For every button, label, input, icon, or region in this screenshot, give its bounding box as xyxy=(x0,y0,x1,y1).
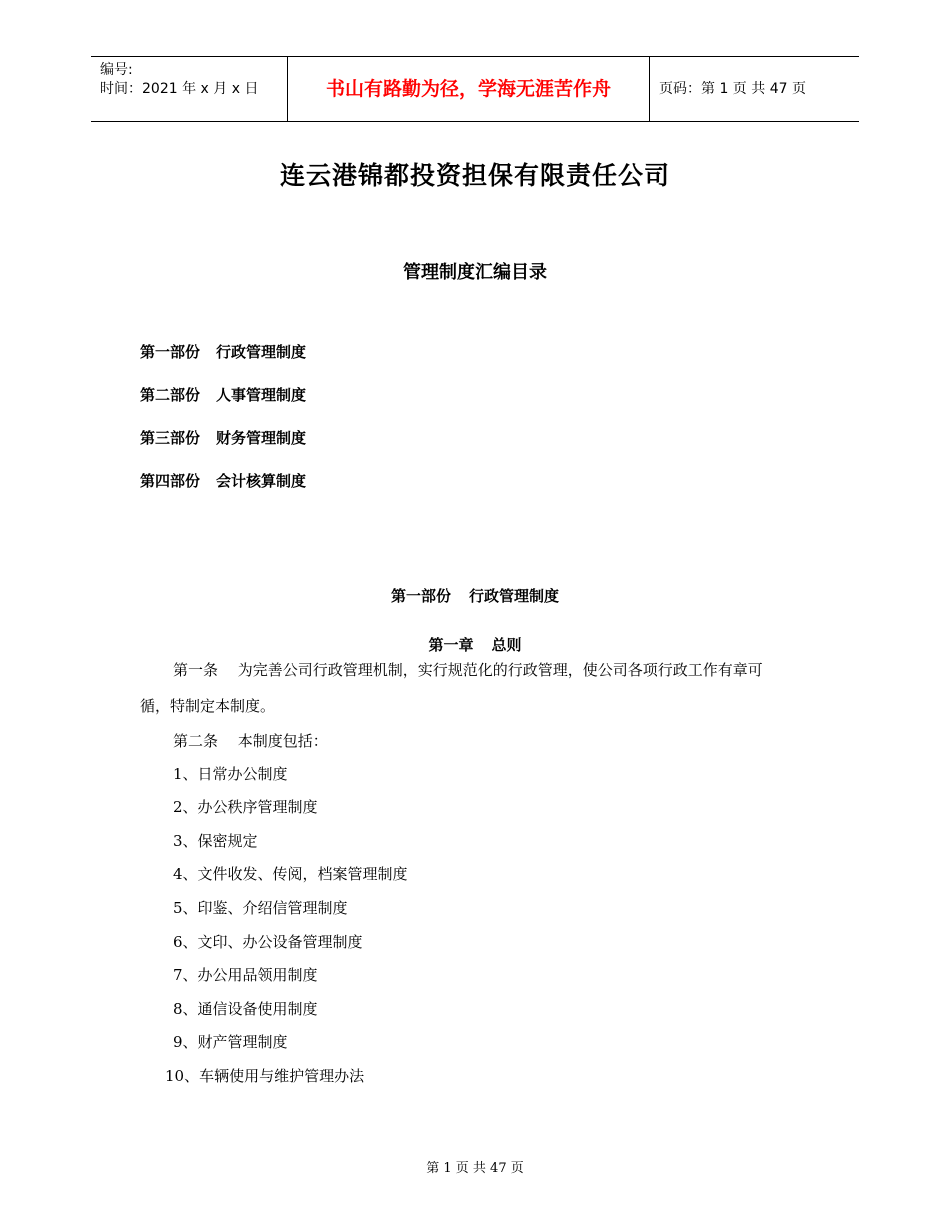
toc-name: 会计核算制度 xyxy=(216,472,307,490)
toc-name: 人事管理制度 xyxy=(216,386,307,404)
toc-item[interactable] xyxy=(140,427,740,470)
toc-part: 第三部份 xyxy=(140,429,201,447)
list-item: 9、财产管理制度 xyxy=(173,1033,288,1051)
part-name: 行政管理制度 xyxy=(469,587,560,605)
list-item: 10、车辆使用与维护管理办法 xyxy=(165,1067,365,1085)
time-label: 时间：2021 年 x 月 x 日 xyxy=(100,81,259,97)
list-item: 8、通信设备使用制度 xyxy=(173,1000,318,1018)
chapter-number: 第一章 xyxy=(428,636,474,654)
list-item: 3、保密规定 xyxy=(173,832,258,850)
toc-part: 第四部份 xyxy=(140,472,201,490)
part-number: 第一部份 xyxy=(390,587,451,605)
page-footer: 第 1 页 共 47 页 xyxy=(426,1161,524,1176)
toc-item[interactable] xyxy=(140,341,740,384)
list-item: 2、办公秩序管理制度 xyxy=(173,798,318,816)
list-item: 5、印鉴、介绍信管理制度 xyxy=(173,899,348,917)
chapter-title xyxy=(0,634,950,655)
number-label: 编号: xyxy=(100,62,133,78)
table-of-contents xyxy=(140,341,740,513)
toc-title: 管理制度汇编目录 xyxy=(403,262,547,283)
article-1-line-1: 第一条 为完善公司行政管理机制，实行规范化的行政管理，使公司各项行政工作有章可 xyxy=(173,661,763,679)
page-header xyxy=(91,56,859,122)
toc-item[interactable] xyxy=(140,470,740,513)
company-name: 连云港锦都投资担保有限责任公司 xyxy=(279,161,670,190)
toc-name: 行政管理制度 xyxy=(216,343,307,361)
list-item: 6、文印、办公设备管理制度 xyxy=(173,933,363,951)
article-2: 第二条 本制度包括： xyxy=(173,732,328,750)
toc-name: 财务管理制度 xyxy=(216,429,307,447)
header-page-label: 页码：第 1 页 共 47 页 xyxy=(659,81,806,97)
chapter-name: 总则 xyxy=(491,636,522,654)
toc-part: 第二部份 xyxy=(140,386,201,404)
article-1-line-2: 循，特制定本制度。 xyxy=(140,697,276,715)
header-motto: 书山有路勤为径，学海无涯苦作舟 xyxy=(287,57,650,121)
header-meta xyxy=(91,57,287,121)
list-item: 4、文件收发、传阅，档案管理制度 xyxy=(173,865,408,883)
toc-item[interactable] xyxy=(140,384,740,427)
toc-part: 第一部份 xyxy=(140,343,201,361)
list-item: 7、办公用品领用制度 xyxy=(173,966,318,984)
section-part-title xyxy=(0,585,950,606)
list-item: 1、日常办公制度 xyxy=(173,765,288,783)
